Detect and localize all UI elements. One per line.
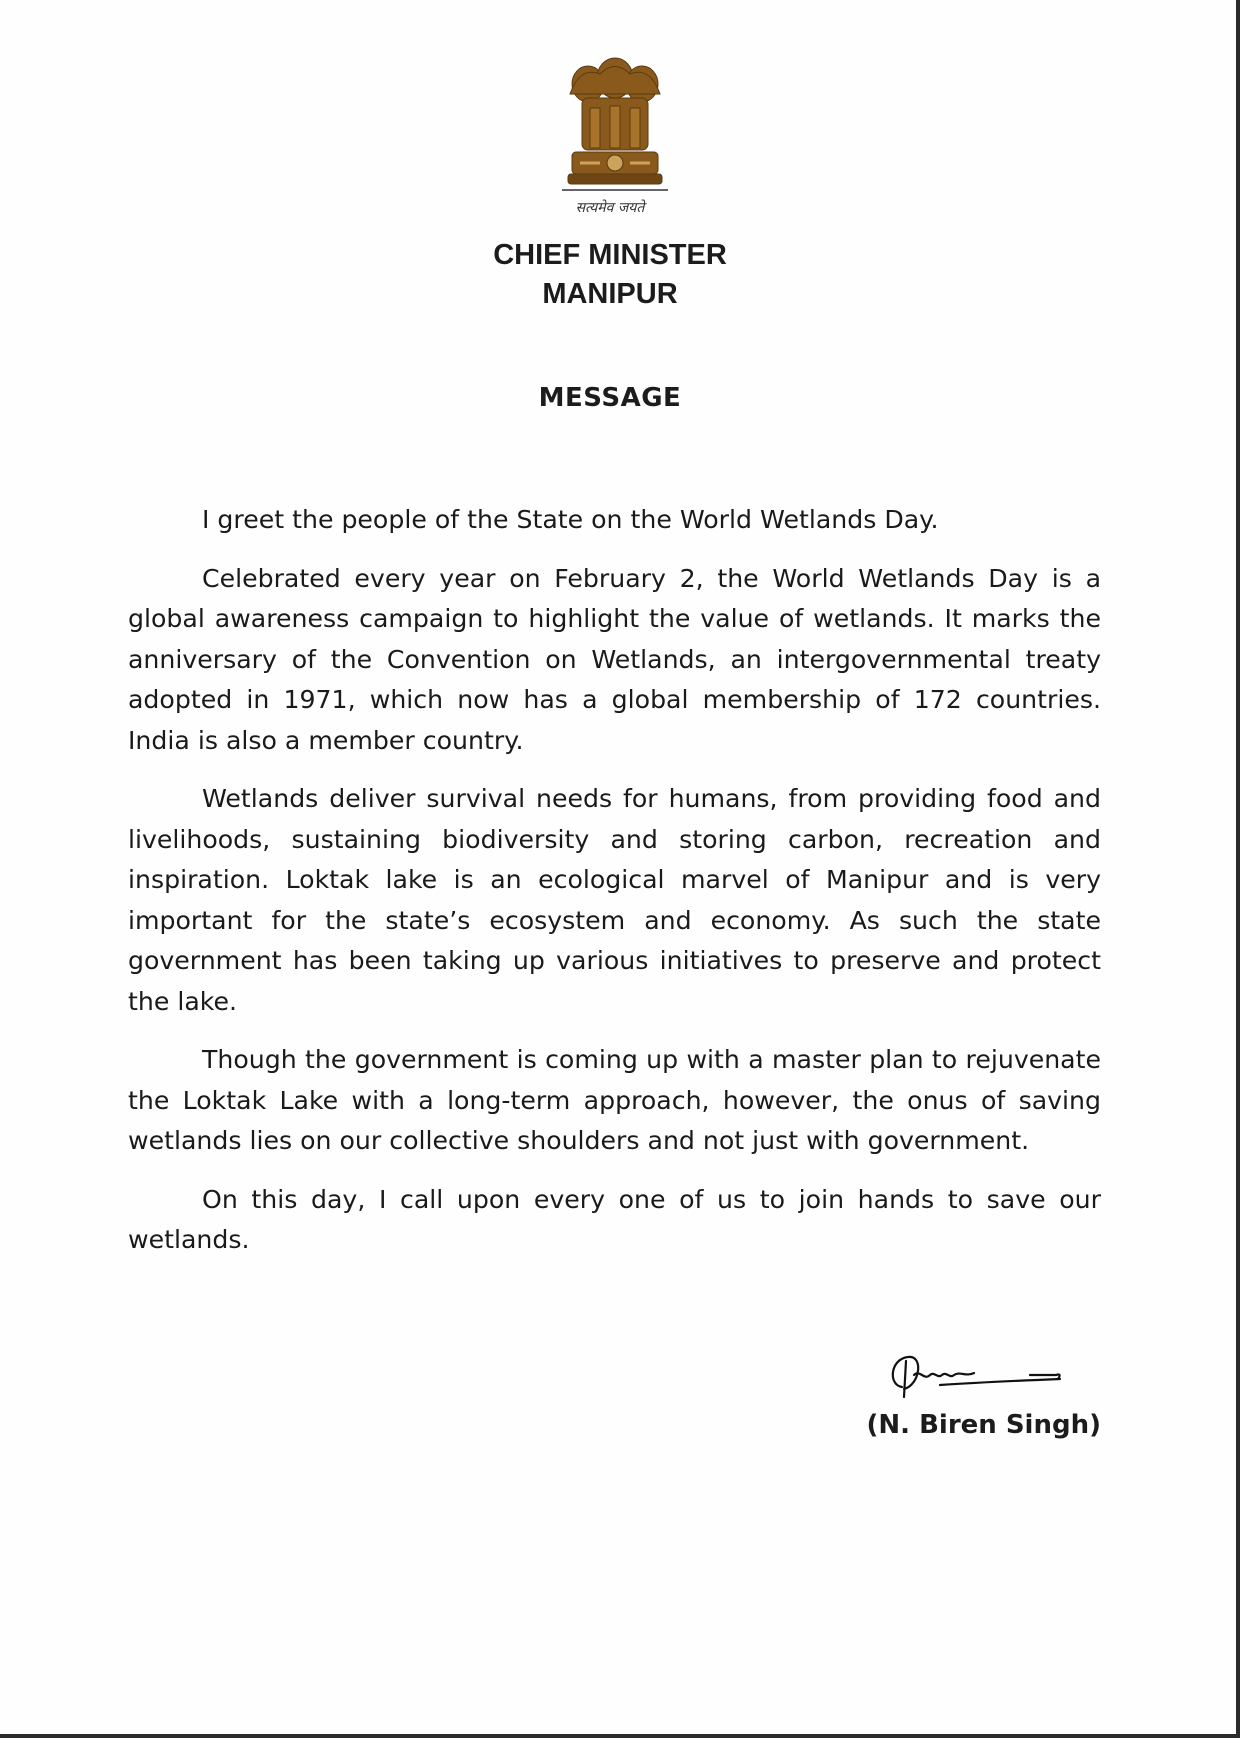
page-edge-bottom xyxy=(0,1734,1240,1738)
signatory-name: (N. Biren Singh) xyxy=(866,1410,1101,1440)
paragraph-master-plan: Though the government is coming up with a master plan to rejuvenate the Loktak Lake with a long-term approach, however, the onus of saving wetlands lies on our collective shoulders and not just with government. xyxy=(128,1045,1101,1155)
national-emblem-icon xyxy=(560,54,670,194)
office-title-line1: CHIEF MINISTER xyxy=(493,239,727,271)
paragraph-wetlands-loktak: Wetlands deliver survival needs for humans, from providing food and livelihoods, sustaining biodiversity and storing carbon, recreation and inspiration. Loktak lake is an ecological marvel of Manipur and is very important for the state’s ecosystem and economy. As such the state government has been taking up various initiatives to preserve and protect the lake. xyxy=(128,784,1101,1016)
paragraph-world-wetlands-day: Celebrated every year on February 2, the World Wetlands Day is a global awareness campaign to highlight the value of wetlands. It marks the anniversary of the Convention on Wetlands, an intergovernmental treaty adopted in 1971, which now has a global membership of 172 countries. India is also a member country. xyxy=(128,563,1101,755)
message-heading: MESSAGE xyxy=(538,383,682,413)
handwritten-signature xyxy=(880,1345,1070,1405)
page-edge-right xyxy=(1236,0,1240,1738)
message-body xyxy=(128,500,1101,1279)
paragraph-call-to-action: On this day, I call upon every one of us to join hands to save our wetlands. xyxy=(128,1184,1101,1254)
emblem-motto: सत्यमेव जयते xyxy=(575,200,645,216)
office-title-line2: MANIPUR xyxy=(542,278,678,310)
office-title xyxy=(400,236,820,314)
paragraph-greeting: I greet the people of the State on the World Wetlands Day. xyxy=(202,505,939,534)
